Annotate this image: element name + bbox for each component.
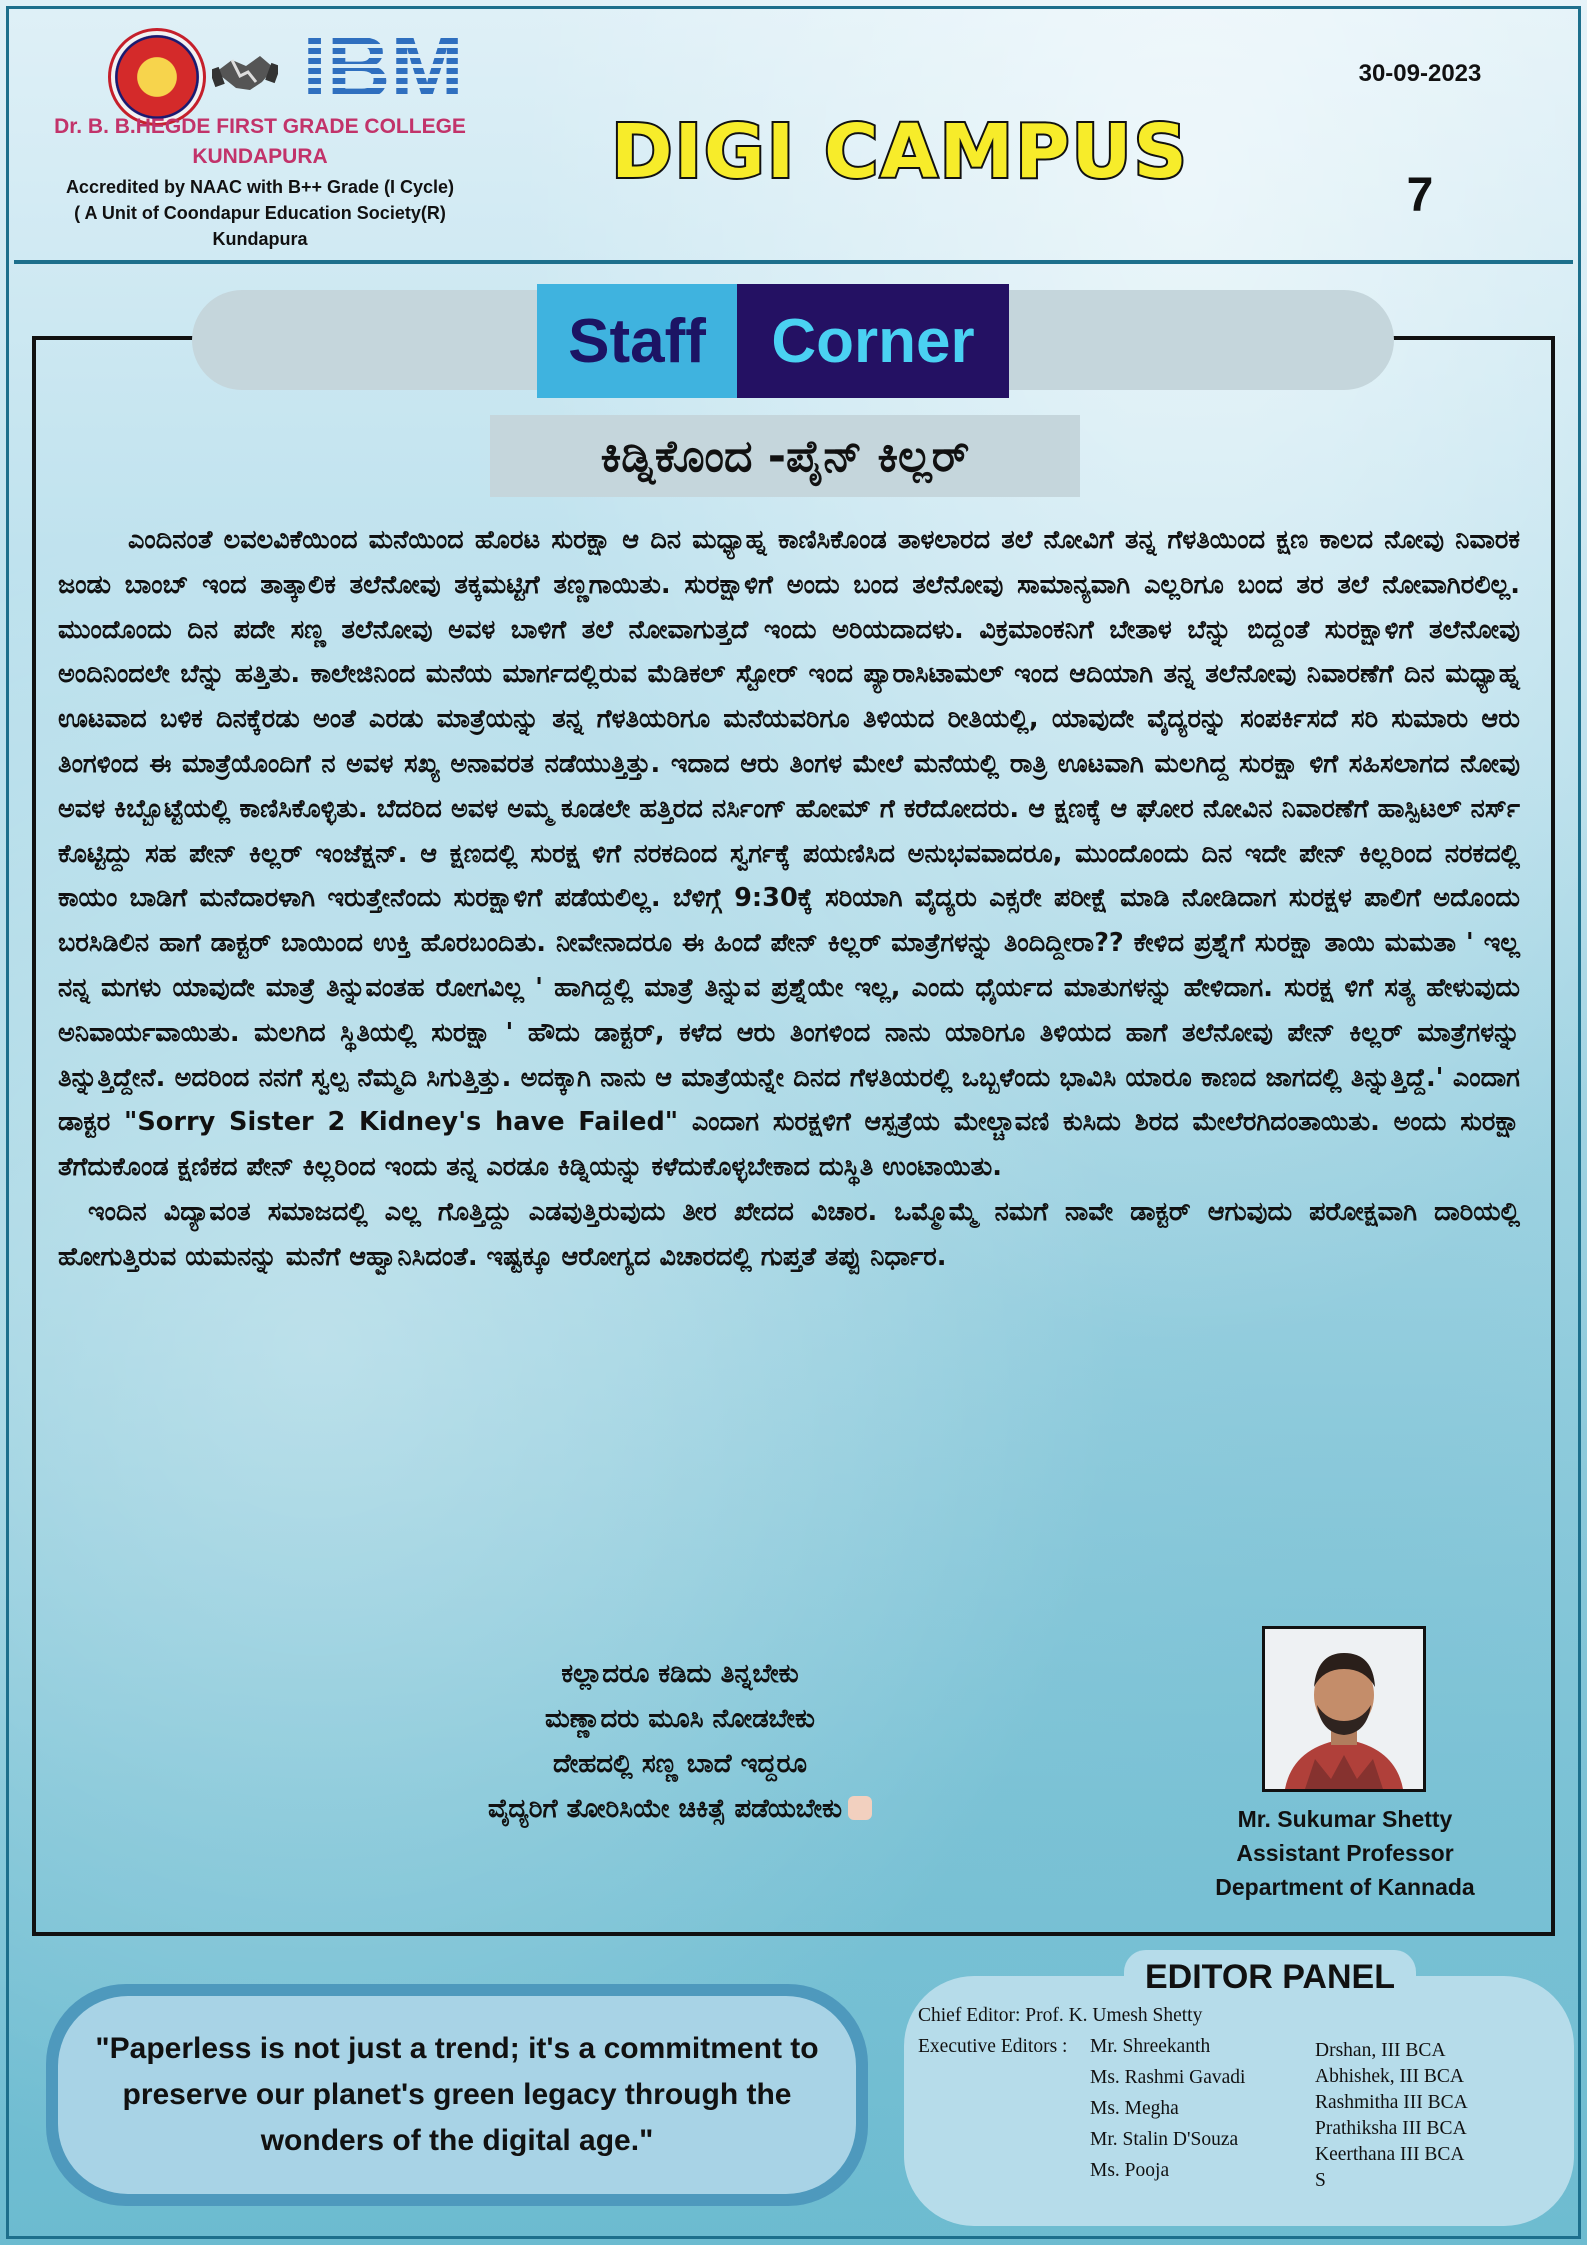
author-credit (1180, 1802, 1510, 1904)
college-name-line1: Dr. B. B.HEGDE FIRST GRADE COLLEGE (54, 115, 466, 138)
ibm-logo (288, 28, 478, 108)
student-editor: Prathiksha III BCA (1315, 2118, 1467, 2139)
executive-editor: Mr. Shreekanth (1090, 2036, 1211, 2057)
author-photo (1262, 1626, 1426, 1792)
author-name: Mr. Sukumar Shetty (1237, 1806, 1453, 1832)
student-editor: Keerthana III BCA (1315, 2144, 1465, 2165)
masthead-title (590, 105, 1210, 195)
issue-date: 30-09-2023 (1358, 60, 1482, 87)
quote-text: "Paperless is not just a trend; it's a commitment to preserve our planet's green legacy through the wonders of the digital age." (95, 2032, 819, 2157)
poem-line: ಮಣ್ಣಾದರು ಮೂಸಿ ನೋಡಬೇಕು (545, 1704, 815, 1734)
executive-editor: Ms. Megha (1090, 2098, 1179, 2119)
logo-group (108, 28, 488, 106)
student-editor: Rashmitha III BCA (1315, 2092, 1468, 2113)
town-text: Kundapura (212, 229, 308, 249)
executive-editors-label: Executive Editors : (918, 2036, 1068, 2057)
article-title: ಕಿಡ್ನಿಕೊಂದ -ಪೈನ್ ಕಿಲ್ಲರ್ (490, 415, 1080, 497)
staff-label: Staff (537, 284, 737, 398)
chief-editor: Chief Editor: Prof. K. Umesh Shetty (918, 2005, 1203, 2026)
college-name (40, 112, 480, 172)
poem-line-last (430, 1787, 930, 1832)
editor-panel-title: EDITOR PANEL (1145, 1958, 1395, 1996)
unit-text: ( A Unit of Coondapur Education Society(R) (74, 203, 446, 223)
quote-box (58, 1996, 856, 2194)
college-name-line2: KUNDAPURA (192, 145, 328, 168)
accreditation-text: Accredited by NAAC with B++ Grade (I Cycle) (65, 177, 455, 197)
student-editor: S (1315, 2170, 1326, 2191)
executive-editor: Ms. Pooja (1090, 2160, 1170, 2181)
author-department: Department of Kannada (1215, 1874, 1475, 1900)
student-editor: Drshan, III BCA (1315, 2040, 1446, 2061)
thumbs-up-icon (848, 1796, 872, 1820)
issue-number: 7 (1406, 169, 1434, 222)
article-paragraph-2: ಇಂದಿನ ವಿದ್ಯಾವಂತ ಸಮಾಜದಲ್ಲಿ ಎಲ್ಲ ಗೊತ್ತಿದ್ದು ಎಡವುತ್ತಿರುವುದು ತೀರ ಖೇದದ ವಿಚಾರ. ಒಮ್ಮೊಮ್ಮೆ ನಮಗೆ ನಾವೇ ಡಾಕ್ಟರ್ ಆಗುವುದು ಪರೋಕ್ಷವಾಗಿ ದಾರಿಯಲ್ಲಿ ಹೋಗುತ್ತಿರುವ ಯಮನನ್ನು ಮನೆಗೆ ಆಹ್ವಾನಿಸಿದಂತೆ. ಇಷ್ಟಕ್ಕೂ ಆರೋಗ್ಯದ ವಿಚಾರದಲ್ಲಿ ಗುಪ್ತತೆ ತಪ್ಪು ನಿರ್ಧಾರ. (58, 1196, 1520, 1272)
student-editor: Abhishek, III BCA (1315, 2066, 1464, 2087)
college-details (40, 174, 480, 252)
poem-line-text: ವೈದ್ಯರಿಗೆ ತೋರಿಸಿಯೇ ಚಿಕಿತ್ಸೆ ಪಡೆಯಬೇಕು (487, 1794, 843, 1824)
person-portrait-icon (1265, 1629, 1423, 1789)
header-divider (14, 260, 1573, 264)
poem-line: ಕಲ್ಲಾದರೂ ಕಡಿದು ತಿನ್ನಬೇಕು (561, 1659, 799, 1689)
article-body (58, 518, 1520, 1280)
svg-text:DIGI CAMPUS: DIGI CAMPUS (611, 109, 1189, 195)
svg-text:IBM: IBM (302, 28, 464, 108)
article-paragraph-1: ಎಂದಿನಂತೆ ಲವಲವಿಕೆಯಿಂದ ಮನೆಯಿಂದ ಹೊರಟ ಸುರಕ್ಷಾ ಆ ದಿನ ಮಧ್ಯಾಹ್ನ ಕಾಣಿಸಿಕೊಂಡ ತಾಳಲಾರದ ತಲೆ ನೋವಿಗೆ ತನ್ನ ಗೆಳತಿಯಿಂದ ಕ್ಷಣ ಕಾಲದ ನೋವು ನಿವಾರಕ ಜಂಡು ಬಾಂಬ್ ಇಂದ ತಾತ್ಕಾಲಿಕ ತಲೆನೋವು ತಕ್ಕಮಟ್ಟಿಗೆ ತಣ್ಣಗಾಯಿತು. ಸುರಕ್ಷಾಳಿಗೆ ಅಂದು ಬಂದ ತಲೆನೋವು ಸಾಮಾನ್ಯವಾಗಿ ಎಲ್ಲರಿಗೂ ಬಂದ ತರ ತಲೆ ನೋವಾಗಿರಲಿಲ್ಲ. ಮುಂದೊಂದು ದಿನ ಪದೇ ಸಣ್ಣ ತಲೆನೋವು ಅವಳ ಬಾಳಿಗೆ ತಲೆ ನೋವಾಗುತ್ತದೆ ಇಂದು ಅರಿಯದಾದಳು. ವಿಕ್ರಮಾಂಕನಿಗೆ ಬೇತಾಳ ಬೆನ್ನು ಬಿದ್ದಂತೆ ಸುರಕ್ಷಾಳಿಗೆ ತಲೆನೋವು ಅಂದಿನಿಂದಲೇ ಬೆನ್ನು ಹತ್ತಿತು. ಕಾಲೇಜಿನಿಂದ ಮನೆಯ ಮಾರ್ಗದಲ್ಲಿರುವ ಮೆಡಿಕಲ್ ಸ್ಟೋರ್ ಇಂದ ಪ್ಯಾರಾಸಿಟಾಮಲ್ ಇಂದ ಆದಿಯಾಗಿ ತನ್ನ ತಲೆನೋವು ನಿವಾರಣೆಗೆ ದಿನ ಮಧ್ಯಾಹ್ನ ಊಟವಾದ ಬಳಿಕ ದಿನಕ್ಕೆರಡು ಅಂತೆ ಎರಡು ಮಾತ್ರೆಯನ್ನು ತನ್ನ ಗೆಳತಿಯರಿಗೂ ಮನೆಯವರಿಗೂ ತಿಳಿಯದ ರೀತಿಯಲ್ಲಿ, ಯಾವುದೇ ವೈದ್ಯರನ್ನು ಸಂಪರ್ಕಿಸದೆ ಸರಿ ಸುಮಾರು ಆರು ತಿಂಗಳಿಂದ ಈ ಮಾತ್ರೆಯೊಂದಿಗೆ ನ ಅವಳ ಸಖ್ಯ ಅನಾವರತ ನಡೆಯುತ್ತಿತ್ತು. ಇದಾದ ಆರು ತಿಂಗಳ ಮೇಲೆ ಮನೆಯಲ್ಲಿ ರಾತ್ರಿ ಊಟವಾಗಿ ಮಲಗಿದ್ದ ಸುರಕ್ಷಾ ಳಿಗೆ ಸಹಿಸಲಾಗದ ನೋವು ಅವಳ ಕಿಬ್ಬೊಟ್ಟೆಯಲ್ಲಿ ಕಾಣಿಸಿಕೊಳ್ಳಿತು. ಬೆದರಿದ ಅವಳ ಅಮ್ಮ ಕೂಡಲೇ ಹತ್ತಿರದ ನರ್ಸಿಂಗ್ ಹೋಮ್ ಗೆ ಕರೆದೋದರು. ಆ ಕ್ಷಣಕ್ಕೆ ಆ ಘೋರ ನೋವಿನ ನಿವಾರಣೆಗೆ ಹಾಸ್ಪಿಟಲ್ ನರ್ಸ್ ಕೊಟ್ಟಿದ್ದು ಸಹ ಪೇನ್ ಕಿಲ್ಲರ್ ಇಂಜೆಕ್ಷನ್. ಆ ಕ್ಷಣದಲ್ಲಿ ಸುರಕ್ಷ ಳಿಗೆ ನರಕದಿಂದ ಸ್ವರ್ಗಕ್ಕೆ ಪಯಣಿಸಿದ ಅನುಭವವಾದರೂ, ಮುಂದೊಂದು ದಿನ ಇದೇ ಪೇನ್ ಕಿಲ್ಲರಿಂದ ನರಕದಲ್ಲಿ ಕಾಯಂ ಬಾಡಿಗೆ ಮನೆದಾರಳಾಗಿ ಇರುತ್ತೇನೆಂದು ಸುರಕ್ಷಾಳಿಗೆ ಪಡೆಯಲಿಲ್ಲ. ಬೆಳಿಗ್ಗೆ 9:30ಕ್ಕೆ ಸರಿಯಾಗಿ ವೈದ್ಯರು ಎಕ್ಸರೇ ಪರೀಕ್ಷೆ ಮಾಡಿ ನೋಡಿದಾಗ ಸುರಕ್ಷಳ ಪಾಲಿಗೆ ಅದೊಂದು ಬರಸಿಡಿಲಿನ ಹಾಗೆ ಡಾಕ್ಟರ್ ಬಾಯಿಂದ ಉಕ್ತಿ ಹೊರಬಂದಿತು. ನೀವೇನಾದರೂ ಈ ಹಿಂದೆ ಪೇನ್ ಕಿಲ್ಲರ್ ಮಾತ್ರೆಗಳನ್ನು ತಿಂದಿದ್ದೀರಾ?? ಕೇಳಿದ ಪ್ರಶ್ನೆಗೆ ಸುರಕ್ಷಾ ತಾಯಿ ಮಮತಾ ' ಇಲ್ಲ ನನ್ನ ಮಗಳು ಯಾವುದೇ ಮಾತ್ರೆ ತಿನ್ನುವಂತಹ ರೋಗವಿಲ್ಲ ' ಹಾಗಿದ್ದಲ್ಲಿ ಮಾತ್ರೆ ತಿನ್ನುವ ಪ್ರಶ್ನೆಯೇ ಇಲ್ಲ, ಎಂದು ಧೈರ್ಯದ ಮಾತುಗಳನ್ನು ಹೇಳಿದಾಗ. ಸುರಕ್ಷ ಳಿಗೆ ಸತ್ಯ ಹೇಳುವುದು ಅನಿವಾರ್ಯವಾಯಿತು. ಮಲಗಿದ ಸ್ಥಿತಿಯಲ್ಲಿ ಸುರಕ್ಷಾ ' ಹೌದು ಡಾಕ್ಟರ್, ಕಳೆದ ಆರು ತಿಂಗಳಿಂದ ನಾನು ಯಾರಿಗೂ ತಿಳಿಯದ ಹಾಗೆ ತಲೆನೋವು ಪೇನ್ ಕಿಲ್ಲರ್ ಮಾತ್ರೆಗಳನ್ನು ತಿನ್ನುತ್ತಿದ್ದೇನೆ. ಅದರಿಂದ ನನಗೆ ಸ್ವಲ್ಪ ನೆಮ್ಮದಿ ಸಿಗುತ್ತಿತ್ತು. ಅದಕ್ಕಾಗಿ ನಾನು ಆ ಮಾತ್ರೆಯನ್ನೇ ದಿನದ ಗೆಳತಿಯರಲ್ಲಿ ಒಬ್ಬಳೆಂದು ಭಾವಿಸಿ ಯಾರೂ ಕಾಣದ ಜಾಗದಲ್ಲಿ ತಿನ್ನುತ್ತಿದ್ದೆ.' ಎಂದಾಗ ಡಾಕ್ಟರ "Sorry Sister 2 Kidney's have Failed" ಎಂದಾಗ ಸುರಕ್ಷಳಿಗೆ ಆಸ್ಪತ್ರೆಯ ಮೇಲ್ಚಾವಣಿ ಕುಸಿದು ಶಿರದ ಮೇಲೆರಗಿದಂತಾಯಿತು. ಅಂದು ಸುರಕ್ಷಾ ತೆಗೆದುಕೊಂಡ ಕ್ಷಣಿಕದ ಪೇನ್ ಕಿಲ್ಲರಿಂದ ಇಂದು ತನ್ನ ಎರಡೂ ಕಿಡ್ನಿಯನ್ನು ಕಳೆದುಕೊಳ್ಳಬೇಕಾದ ದುಸ್ಥಿತಿ ಉಂಟಾಯಿತು. (58, 525, 1520, 1183)
poem-line: ದೇಹದಲ್ಲಿ ಸಣ್ಣ ಬಾದೆ ಇದ್ದರೂ (552, 1749, 808, 1779)
executive-editor: Ms. Rashmi Gavadi (1090, 2067, 1246, 2088)
handshake-icon (212, 42, 278, 106)
staff-corner-label (537, 284, 1009, 398)
poem (430, 1652, 930, 1832)
header (0, 0, 1587, 262)
author-designation: Assistant Professor (1236, 1840, 1454, 1866)
executive-editor: Mr. Stalin D'Souza (1090, 2129, 1239, 2150)
corner-label: Corner (737, 284, 1009, 398)
